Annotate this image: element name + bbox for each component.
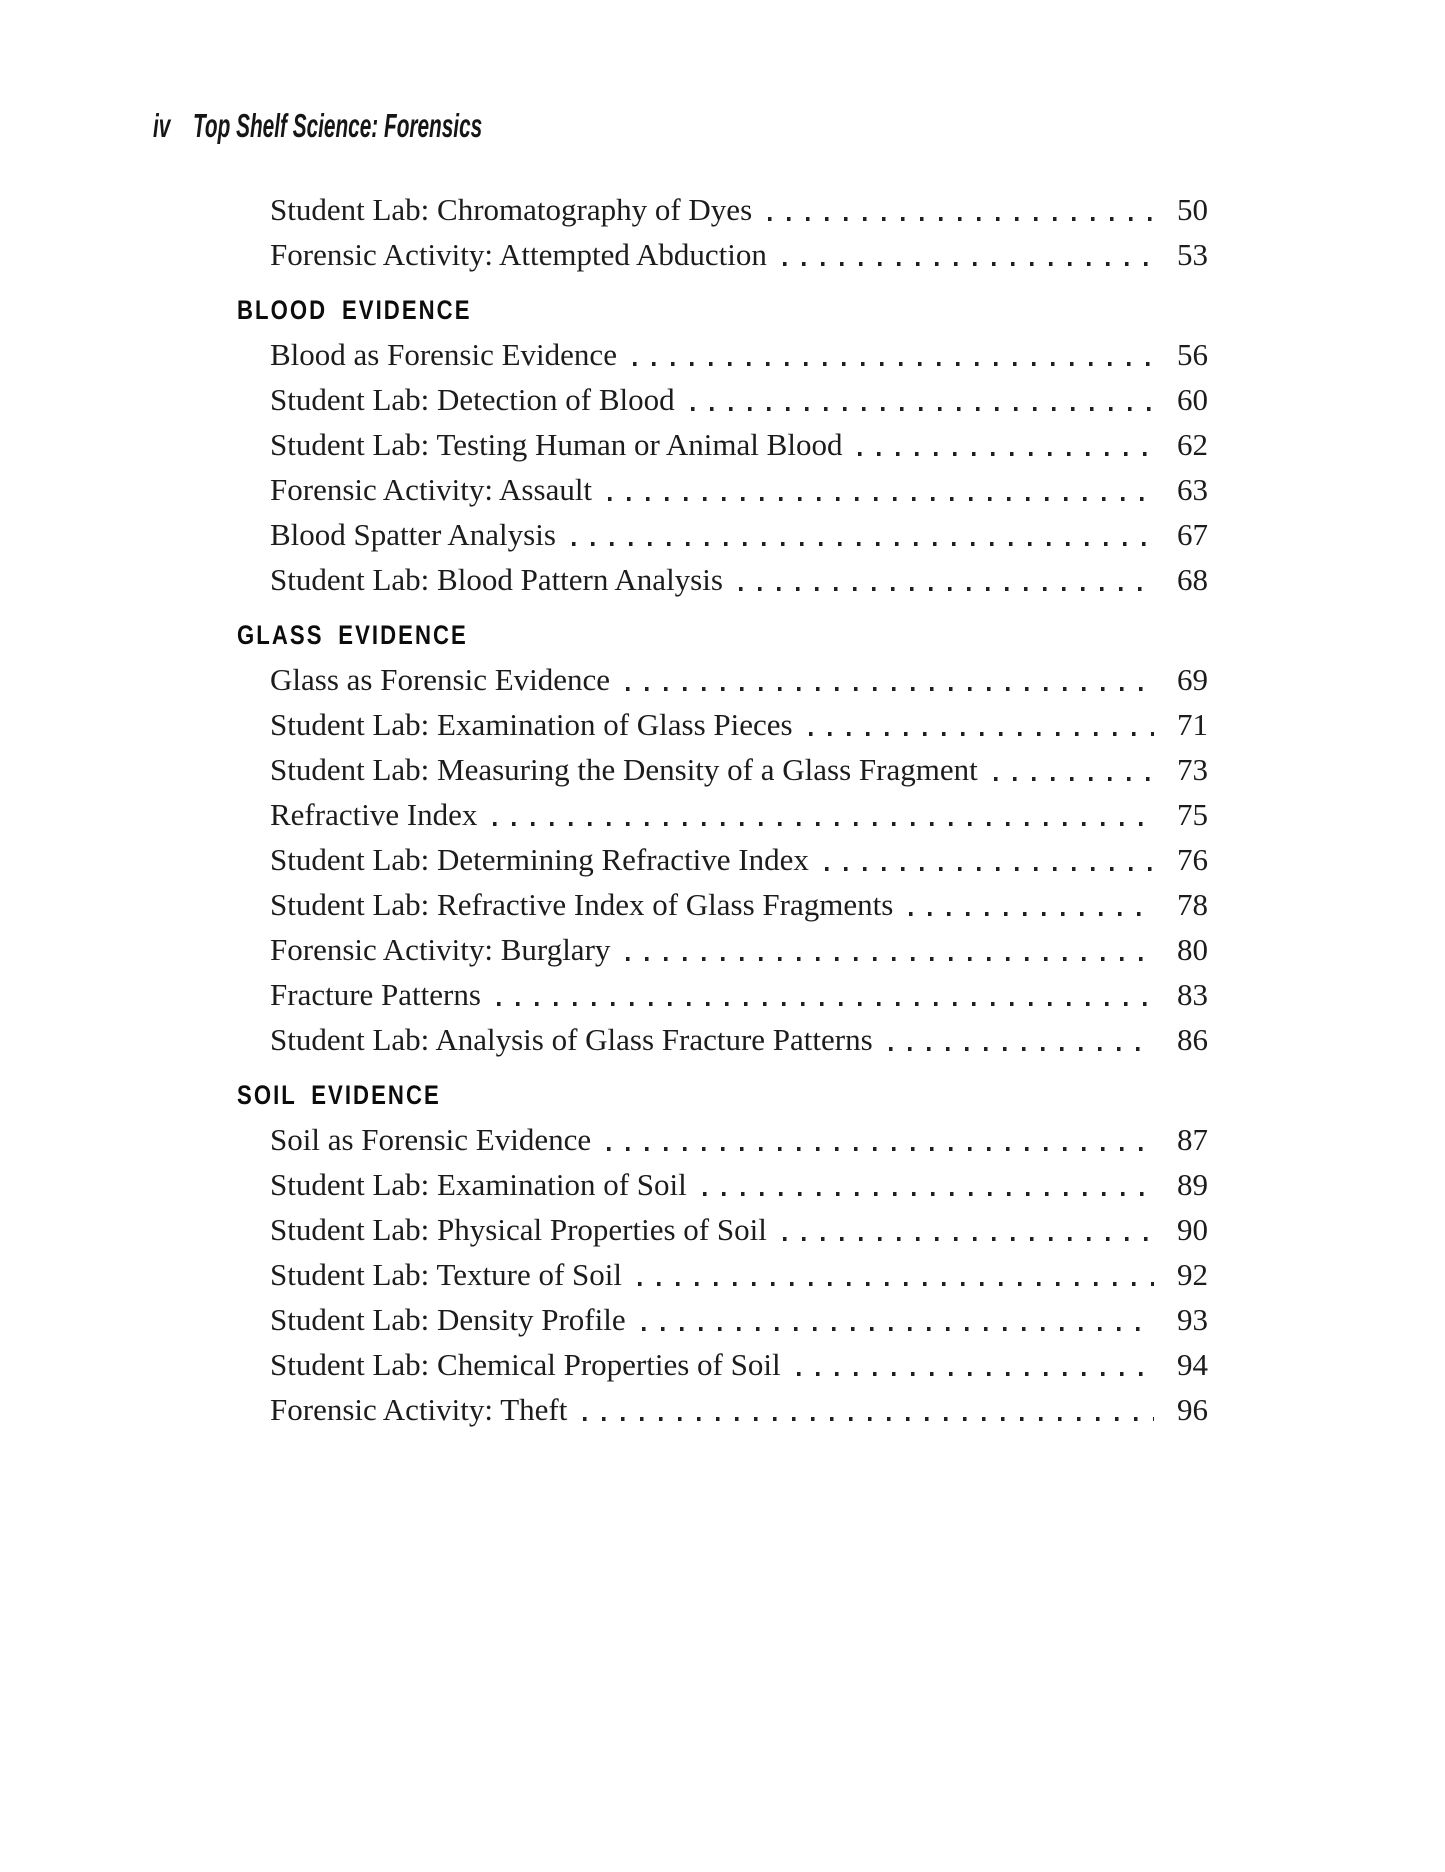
toc-entry-page-number: 67 bbox=[1177, 517, 1208, 552]
dot-leader bbox=[797, 1372, 1154, 1376]
toc-entry-label: Forensic Activity: Burglary bbox=[270, 932, 611, 967]
toc-entry bbox=[237, 1387, 1208, 1432]
toc-entry bbox=[237, 972, 1208, 1017]
toc-entry bbox=[237, 927, 1208, 972]
toc-entry-page-number: 86 bbox=[1177, 1022, 1208, 1057]
dot-leader bbox=[691, 407, 1154, 411]
toc-entry-page-number: 94 bbox=[1177, 1347, 1208, 1382]
folio-page-number: iv bbox=[153, 107, 171, 144]
toc-section-heading bbox=[237, 1072, 1208, 1117]
toc-entry-page-number: 62 bbox=[1177, 427, 1208, 462]
dot-leader bbox=[809, 732, 1154, 736]
dot-leader bbox=[638, 1282, 1154, 1286]
toc-entry bbox=[237, 1207, 1208, 1252]
dot-leader bbox=[626, 957, 1154, 961]
toc-entry-page-number: 90 bbox=[1177, 1212, 1208, 1247]
toc-entry bbox=[237, 747, 1208, 792]
toc-entry-page-number: 75 bbox=[1177, 797, 1208, 832]
toc-entry-page-number: 71 bbox=[1177, 707, 1208, 742]
toc-entry-label: Refractive Index bbox=[270, 797, 478, 832]
dot-leader bbox=[497, 1002, 1154, 1006]
dot-leader bbox=[858, 452, 1154, 456]
toc-section-heading-text: GLASS EVIDENCE bbox=[237, 620, 468, 650]
toc-entry-label: Student Lab: Chromatography of Dyes bbox=[270, 192, 753, 227]
toc-entry bbox=[237, 512, 1208, 557]
toc-entry-label: Student Lab: Texture of Soil bbox=[270, 1257, 622, 1292]
toc-entry bbox=[237, 837, 1208, 882]
dot-leader bbox=[493, 822, 1154, 826]
dot-leader bbox=[825, 867, 1154, 871]
toc-entry-label: Forensic Activity: Theft bbox=[270, 1392, 568, 1427]
dot-leader bbox=[783, 1237, 1154, 1241]
toc-entry-label: Forensic Activity: Assault bbox=[270, 472, 593, 507]
toc-entry bbox=[237, 1017, 1208, 1062]
toc-entry-label: Student Lab: Density Profile bbox=[270, 1302, 626, 1337]
dot-leader bbox=[642, 1327, 1154, 1331]
dot-leader bbox=[633, 362, 1154, 366]
toc-entry-label: Student Lab: Determining Refractive Index bbox=[270, 842, 809, 877]
table-of-contents bbox=[237, 187, 1208, 1432]
toc-entry bbox=[237, 187, 1208, 232]
toc-entry-page-number: 76 bbox=[1177, 842, 1208, 877]
toc-entry-label: Student Lab: Chemical Properties of Soil bbox=[270, 1347, 781, 1382]
dot-leader bbox=[703, 1192, 1154, 1196]
dot-leader bbox=[909, 912, 1154, 916]
toc-entry-page-number: 68 bbox=[1177, 562, 1208, 597]
toc-entry-page-number: 60 bbox=[1177, 382, 1208, 417]
toc-entry-page-number: 63 bbox=[1177, 472, 1208, 507]
toc-section-heading-text: SOIL EVIDENCE bbox=[237, 1080, 441, 1110]
toc-entry-label: Student Lab: Examination of Soil bbox=[270, 1167, 687, 1202]
running-head bbox=[153, 109, 652, 145]
dot-leader bbox=[783, 262, 1154, 266]
toc-entry-page-number: 87 bbox=[1177, 1122, 1208, 1157]
dot-leader bbox=[608, 497, 1154, 501]
toc-entry-label: Student Lab: Refractive Index of Glass Fragments bbox=[270, 887, 894, 922]
dot-leader bbox=[994, 777, 1154, 781]
toc-entry bbox=[237, 657, 1208, 702]
toc-entry-label: Student Lab: Testing Human or Animal Blood bbox=[270, 427, 843, 462]
toc-entry-label: Blood as Forensic Evidence bbox=[270, 337, 617, 372]
dot-leader bbox=[583, 1417, 1154, 1421]
toc-entry bbox=[237, 1162, 1208, 1207]
book-title: Top Shelf Science: Forensics bbox=[192, 107, 482, 144]
toc-entry bbox=[237, 232, 1208, 277]
toc-entry-label: Student Lab: Measuring the Density of a Glass Fragment bbox=[270, 752, 978, 787]
dot-leader bbox=[572, 542, 1154, 546]
toc-entry-label: Student Lab: Examination of Glass Pieces bbox=[270, 707, 793, 742]
toc-entry bbox=[237, 1342, 1208, 1387]
toc-entry-page-number: 56 bbox=[1177, 337, 1208, 372]
toc-entry-label: Student Lab: Analysis of Glass Fracture Patterns bbox=[270, 1022, 873, 1057]
toc-section-heading bbox=[237, 287, 1208, 332]
toc-entry-page-number: 73 bbox=[1177, 752, 1208, 787]
toc-entry-label: Soil as Forensic Evidence bbox=[270, 1122, 592, 1157]
toc-entry-page-number: 50 bbox=[1177, 192, 1208, 227]
toc-entry-page-number: 89 bbox=[1177, 1167, 1208, 1202]
toc-entry-page-number: 96 bbox=[1177, 1392, 1208, 1427]
toc-entry bbox=[237, 332, 1208, 377]
dot-leader bbox=[626, 687, 1154, 691]
toc-entry bbox=[237, 467, 1208, 512]
toc-entry-page-number: 78 bbox=[1177, 887, 1208, 922]
toc-entry bbox=[237, 557, 1208, 602]
toc-entry-label: Student Lab: Blood Pattern Analysis bbox=[270, 562, 723, 597]
toc-entry-label: Blood Spatter Analysis bbox=[270, 517, 556, 552]
toc-entry bbox=[237, 882, 1208, 927]
dot-leader bbox=[889, 1047, 1154, 1051]
dot-leader bbox=[739, 587, 1154, 591]
toc-entry-page-number: 69 bbox=[1177, 662, 1208, 697]
toc-entry-page-number: 83 bbox=[1177, 977, 1208, 1012]
dot-leader bbox=[607, 1147, 1154, 1151]
dot-leader bbox=[768, 217, 1154, 221]
toc-entry-label: Forensic Activity: Attempted Abduction bbox=[270, 237, 767, 272]
toc-entry bbox=[237, 422, 1208, 467]
toc-entry bbox=[237, 792, 1208, 837]
toc-entry bbox=[237, 1297, 1208, 1342]
toc-entry bbox=[237, 377, 1208, 422]
toc-entry-page-number: 93 bbox=[1177, 1302, 1208, 1337]
toc-entry bbox=[237, 702, 1208, 747]
toc-entry bbox=[237, 1252, 1208, 1297]
toc-entry-label: Glass as Forensic Evidence bbox=[270, 662, 611, 697]
toc-entry-label: Student Lab: Detection of Blood bbox=[270, 382, 675, 417]
toc-entry-page-number: 80 bbox=[1177, 932, 1208, 967]
toc-entry-page-number: 92 bbox=[1177, 1257, 1208, 1292]
toc-entry bbox=[237, 1117, 1208, 1162]
toc-entry-page-number: 53 bbox=[1177, 237, 1208, 272]
toc-entry-label: Student Lab: Physical Properties of Soil bbox=[270, 1212, 767, 1247]
toc-entry-label: Fracture Patterns bbox=[270, 977, 481, 1012]
toc-section-heading bbox=[237, 612, 1208, 657]
toc-section-heading-text: BLOOD EVIDENCE bbox=[237, 295, 472, 325]
